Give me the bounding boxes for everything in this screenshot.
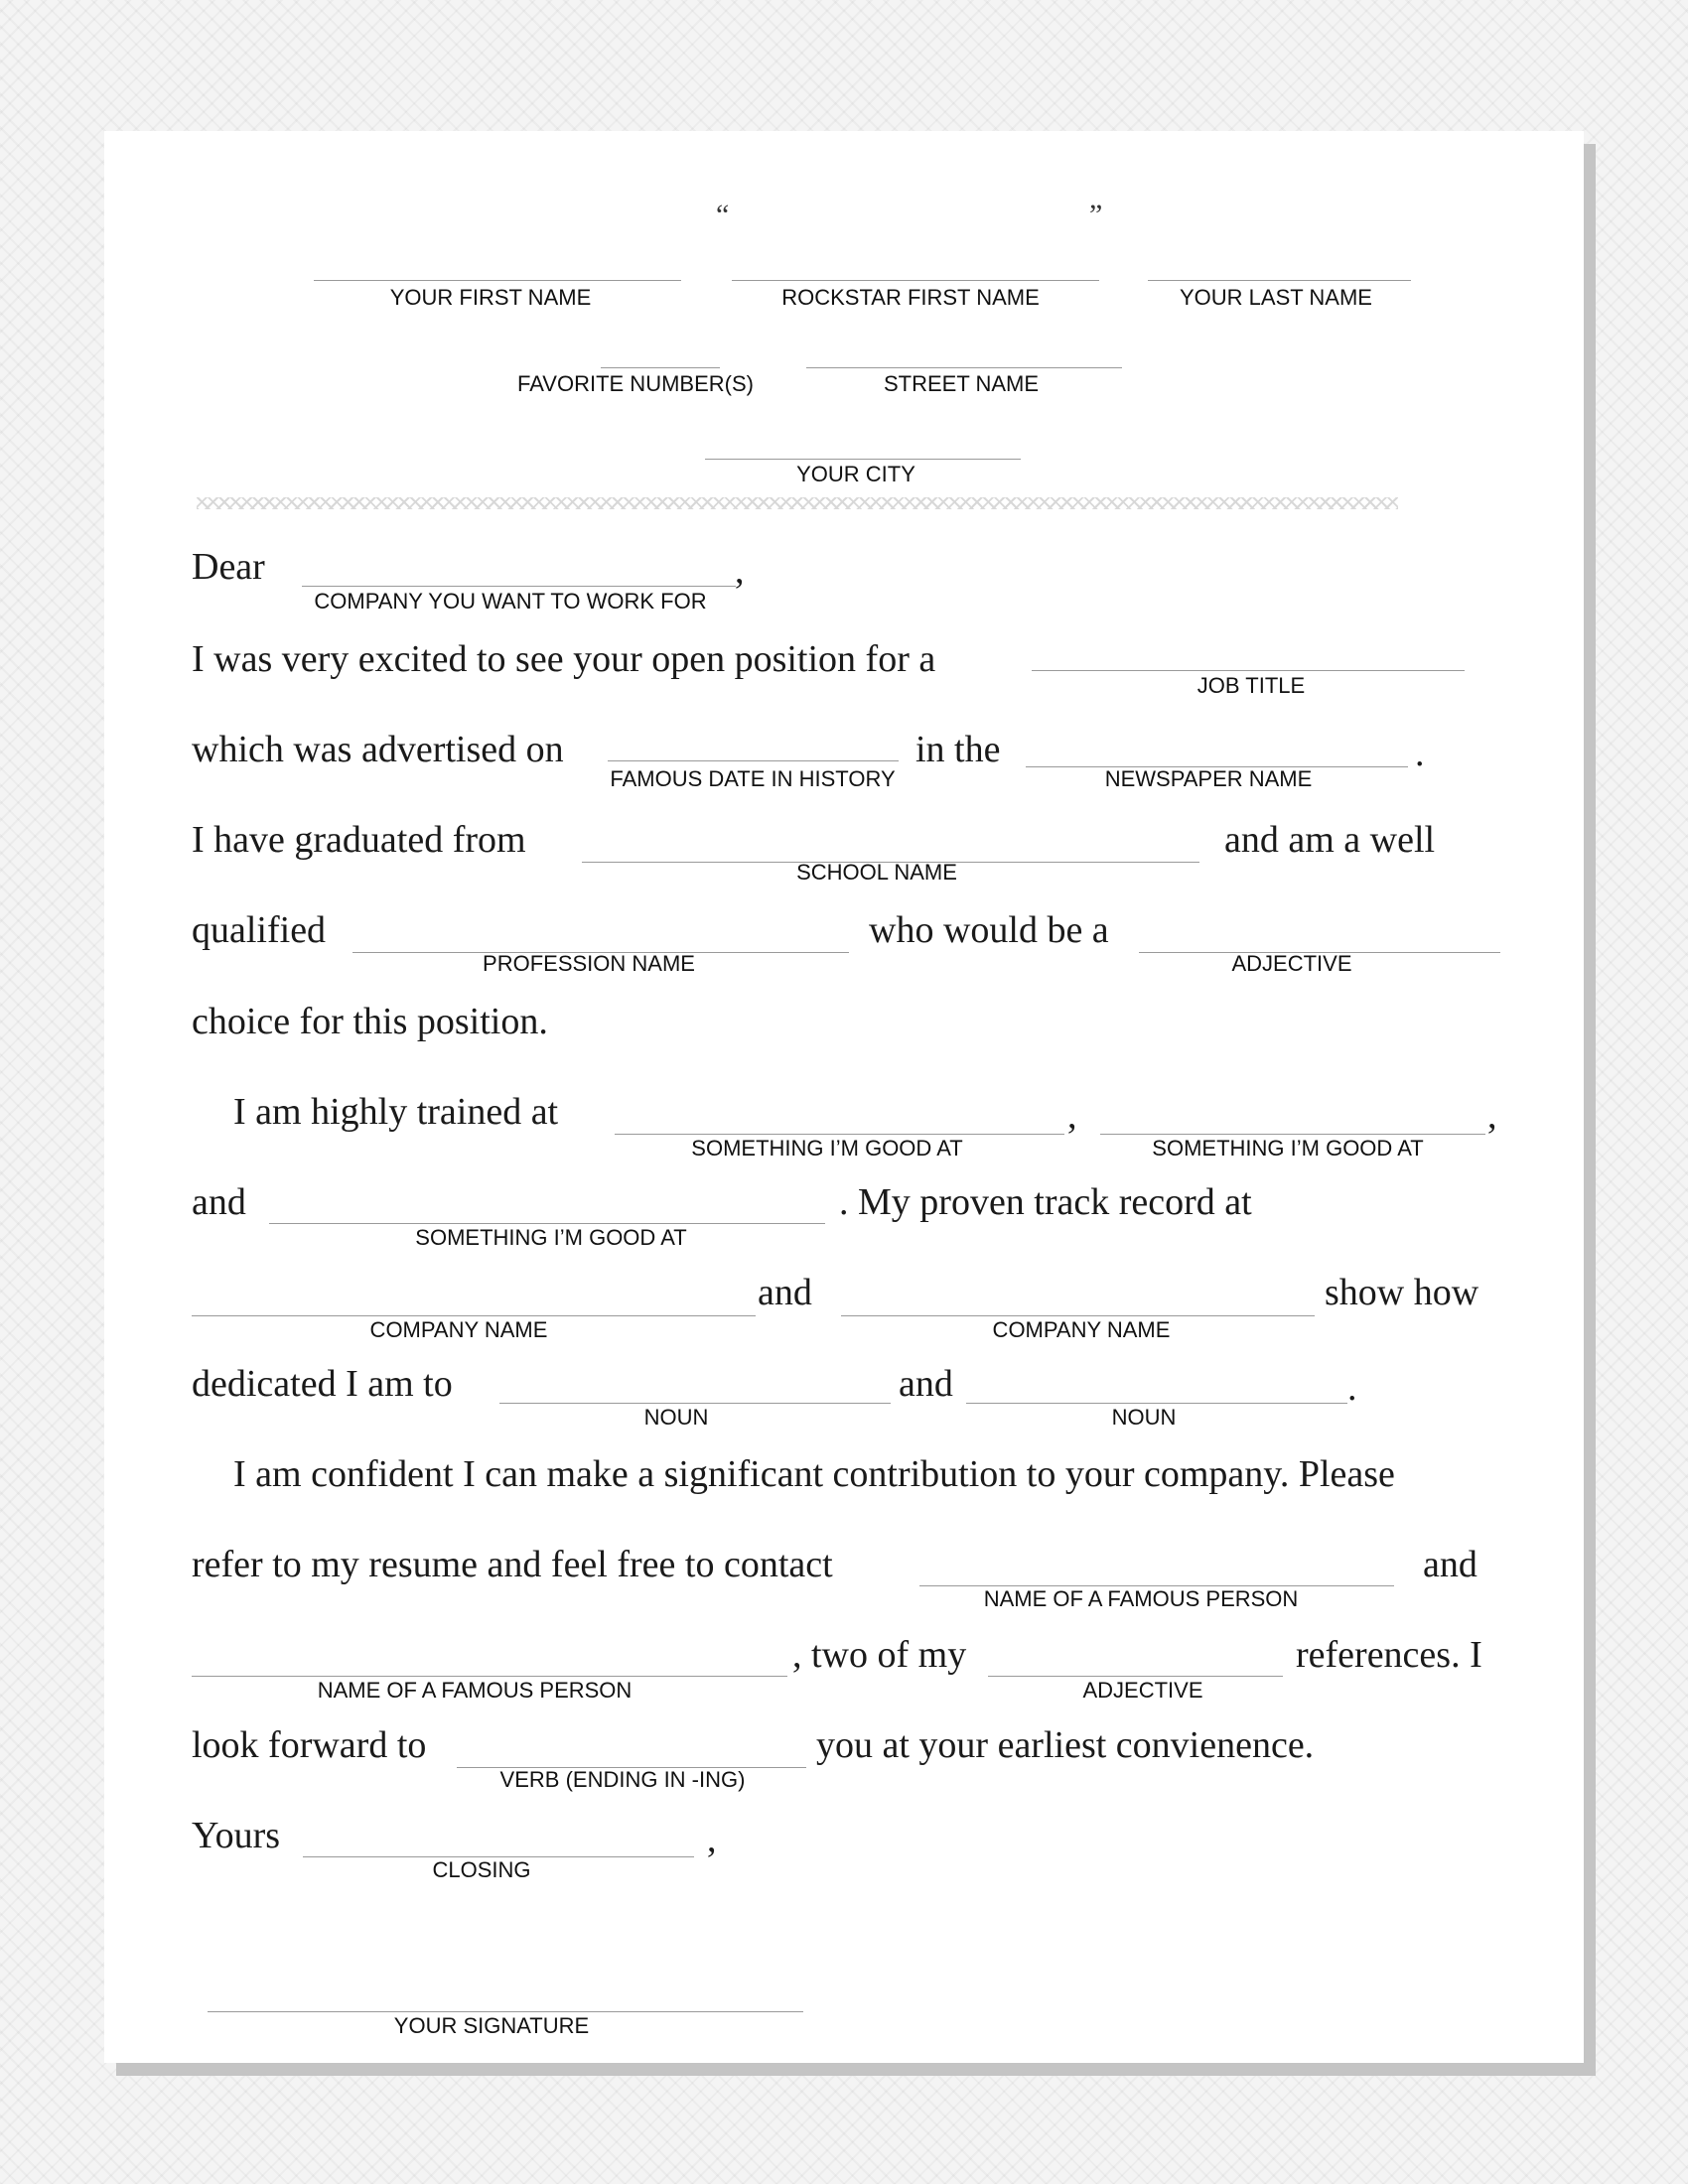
good-at-caption-2: SOMETHING I’M GOOD AT (1152, 1136, 1424, 1160)
street-name-caption: STREET NAME (883, 371, 1040, 396)
good-at-caption-1: SOMETHING I’M GOOD AT (691, 1136, 963, 1160)
close-quote: ” (1089, 199, 1103, 231)
closing-word-text: Yours (192, 1815, 281, 1856)
job-title-caption: JOB TITLE (1196, 673, 1306, 698)
track-record-text: . My proven track record at (839, 1181, 1252, 1223)
signature-blank[interactable] (208, 2011, 803, 2012)
in-the-text: in the (915, 729, 1001, 770)
and-text-3: and (899, 1363, 953, 1405)
open-quote: “ (716, 199, 730, 231)
and-text-2: and (758, 1272, 812, 1313)
two-of-my-text: , two of my (792, 1634, 967, 1676)
closing-comma: , (707, 1819, 717, 1860)
good-at-caption-3: SOMETHING I’M GOOD AT (415, 1225, 687, 1250)
company-want-blank[interactable] (302, 586, 736, 587)
company-name-blank-1[interactable] (192, 1315, 756, 1316)
noun-blank-2[interactable] (966, 1403, 1347, 1404)
good-at-blank-1[interactable] (615, 1134, 1064, 1135)
and-text-4: and (1423, 1544, 1477, 1585)
famous-date-caption: FAMOUS DATE IN HISTORY (610, 766, 896, 791)
noun-blank-1[interactable] (499, 1403, 891, 1404)
street-name-blank[interactable] (806, 367, 1122, 368)
show-how-text: show how (1325, 1272, 1479, 1313)
and-text-1: and (192, 1181, 246, 1223)
first-name-blank[interactable] (314, 280, 681, 281)
last-name-blank[interactable] (1148, 280, 1411, 281)
company-name-blank-2[interactable] (841, 1315, 1315, 1316)
header-divider (197, 497, 1398, 509)
qualified-text: qualified (192, 909, 327, 951)
salutation-text: Dear (192, 546, 265, 588)
famous-person-caption-2: NAME OF A FAMOUS PERSON (317, 1678, 633, 1703)
company-name-caption-1: COMPANY NAME (369, 1317, 548, 1342)
adjective-caption-1: ADJECTIVE (1231, 951, 1352, 976)
dedicated-text: dedicated I am to (192, 1363, 453, 1405)
graduated-text: I have graduated from (192, 819, 526, 861)
refer-text: refer to my resume and feel free to contact (192, 1544, 833, 1585)
city-blank[interactable] (705, 459, 1021, 460)
look-forward-text: look forward to (192, 1724, 427, 1766)
closing-caption: CLOSING (432, 1857, 531, 1882)
intro-text: I was very excited to see your open position for a (192, 638, 936, 680)
noun-caption-2: NOUN (1111, 1405, 1177, 1430)
salutation-comma: , (735, 550, 745, 592)
company-want-caption: COMPANY YOU WANT TO WORK FOR (314, 589, 707, 614)
noun-caption-1: NOUN (643, 1405, 709, 1430)
would-be-text: who would be a (869, 909, 1109, 951)
advertised-text: which was advertised on (192, 729, 564, 770)
favorite-numbers-caption: FAVORITE NUMBER(S) (517, 371, 754, 396)
references-text: references. I (1296, 1634, 1482, 1676)
favorite-numbers-blank[interactable] (601, 367, 720, 368)
good-at-comma-2: , (1487, 1095, 1497, 1137)
mad-libs-cover-letter-page (104, 131, 1584, 2063)
school-caption: SCHOOL NAME (796, 860, 957, 885)
trained-text: I am highly trained at (233, 1091, 559, 1133)
verb-ing-caption: VERB (ENDING IN -ING) (499, 1767, 746, 1792)
rockstar-first-name-caption: ROCKSTAR FIRST NAME (781, 285, 1040, 310)
good-at-comma-1: , (1067, 1095, 1077, 1137)
famous-date-blank[interactable] (608, 760, 899, 761)
newspaper-period: . (1415, 733, 1425, 774)
adjective-caption-2: ADJECTIVE (1082, 1678, 1203, 1703)
famous-person-blank-2[interactable] (192, 1676, 787, 1677)
signature-caption: YOUR SIGNATURE (393, 2013, 590, 2038)
confident-text: I am confident I can make a significant contribution to your company. Please (233, 1453, 1395, 1495)
last-name-caption: YOUR LAST NAME (1180, 285, 1372, 310)
newspaper-caption: NEWSPAPER NAME (1104, 766, 1313, 791)
adjective-blank-2[interactable] (988, 1676, 1283, 1677)
good-at-blank-3[interactable] (269, 1223, 825, 1224)
earliest-text: you at your earliest convienence. (816, 1724, 1315, 1766)
well-text: and am a well (1224, 819, 1436, 861)
company-name-caption-2: COMPANY NAME (992, 1317, 1171, 1342)
first-name-caption: YOUR FIRST NAME (389, 285, 592, 310)
profession-caption: PROFESSION NAME (483, 951, 695, 976)
choice-text: choice for this position. (192, 1001, 548, 1042)
famous-person-caption-1: NAME OF A FAMOUS PERSON (983, 1586, 1299, 1611)
good-at-blank-2[interactable] (1100, 1134, 1485, 1135)
job-title-blank[interactable] (1032, 670, 1465, 671)
rockstar-first-name-blank[interactable] (732, 280, 1099, 281)
city-caption: YOUR CITY (796, 462, 915, 486)
noun-period: . (1347, 1367, 1357, 1409)
